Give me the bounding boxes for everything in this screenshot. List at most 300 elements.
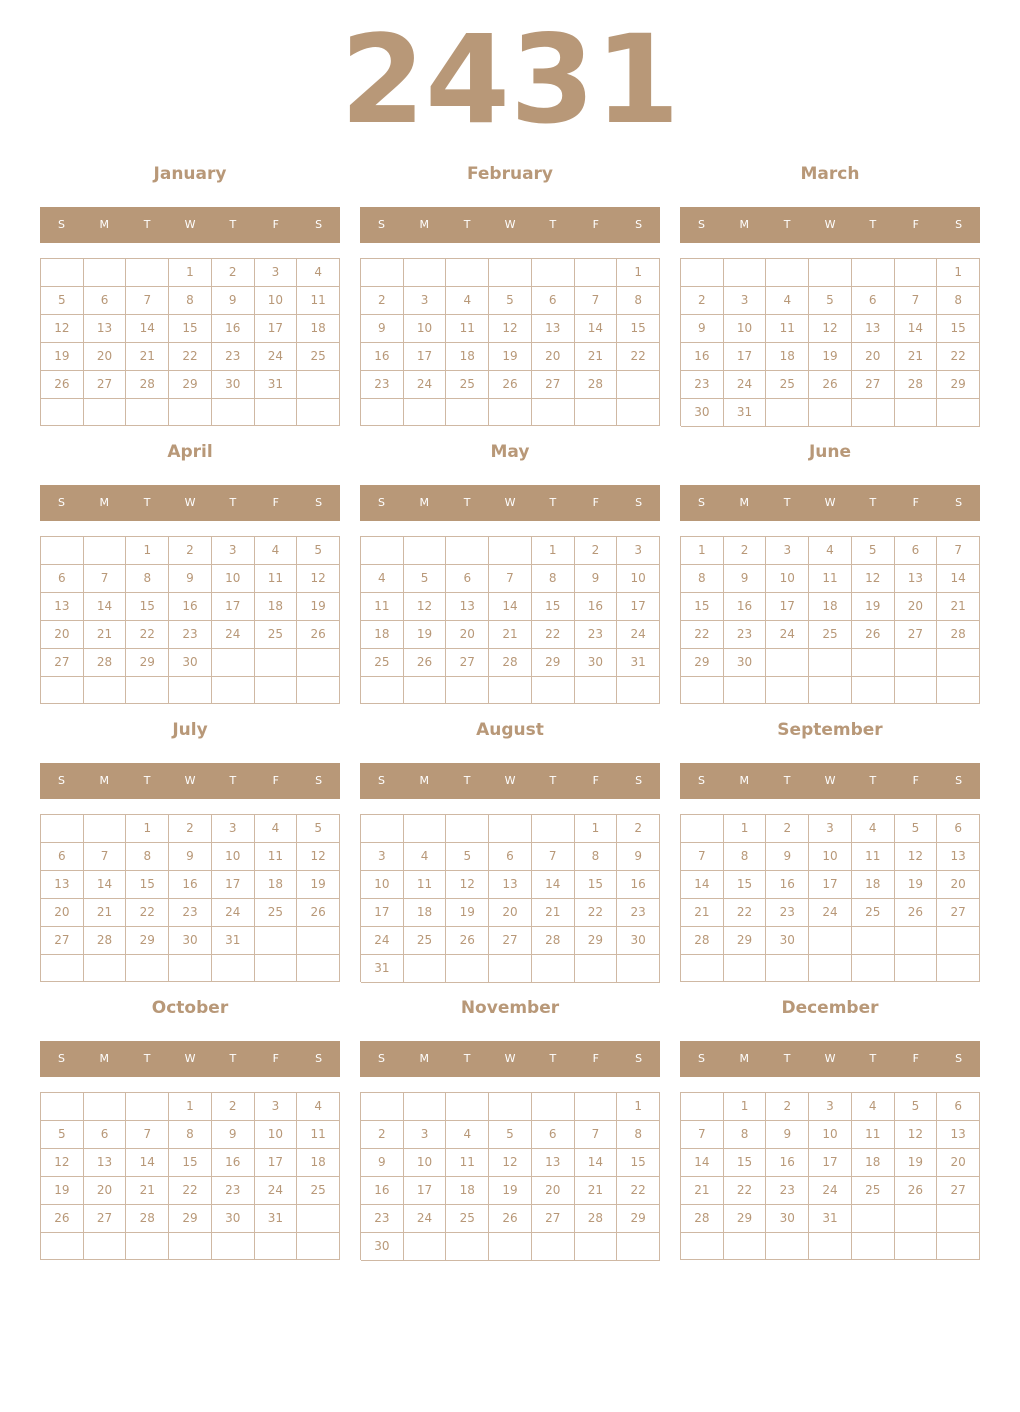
weekday-label: S bbox=[955, 774, 963, 787]
weekday-label: M bbox=[419, 496, 430, 509]
day-cell: 8 bbox=[532, 565, 575, 593]
day-cell: 4 bbox=[297, 1093, 340, 1121]
empty-day-cell bbox=[489, 1093, 532, 1121]
weekday-label: S bbox=[377, 218, 385, 231]
empty-day-cell bbox=[617, 399, 660, 426]
empty-day-cell bbox=[895, 399, 938, 427]
empty-day-cell bbox=[126, 259, 169, 287]
day-cell: 24 bbox=[617, 621, 660, 649]
day-cell: 31 bbox=[361, 955, 404, 983]
day-cell: 29 bbox=[126, 649, 169, 677]
day-grid bbox=[360, 1092, 660, 1260]
empty-day-cell bbox=[126, 955, 169, 982]
weekday-header bbox=[680, 207, 980, 243]
day-cell: 29 bbox=[724, 1205, 767, 1233]
empty-day-cell bbox=[41, 1233, 84, 1260]
weekday-label: S bbox=[315, 496, 323, 509]
day-cell: 3 bbox=[212, 537, 255, 565]
day-cell: 7 bbox=[489, 565, 532, 593]
empty-day-cell bbox=[852, 955, 895, 982]
weekday-label: T bbox=[549, 1052, 557, 1065]
day-cell: 10 bbox=[404, 1149, 447, 1177]
weekday-label: W bbox=[824, 496, 836, 509]
day-cell: 7 bbox=[84, 843, 127, 871]
empty-day-cell bbox=[446, 1093, 489, 1121]
weekday-header bbox=[680, 763, 980, 799]
empty-day-cell bbox=[404, 1233, 447, 1261]
day-cell: 9 bbox=[617, 843, 660, 871]
empty-day-cell bbox=[41, 399, 84, 426]
day-cell: 29 bbox=[126, 927, 169, 955]
empty-day-cell bbox=[361, 537, 404, 565]
empty-day-cell bbox=[852, 927, 895, 955]
empty-day-cell bbox=[766, 259, 809, 287]
empty-day-cell bbox=[852, 1205, 895, 1233]
day-cell: 23 bbox=[212, 1177, 255, 1205]
weekday-label: S bbox=[635, 496, 643, 509]
day-cell: 5 bbox=[41, 287, 84, 315]
month-name: November bbox=[460, 998, 560, 1018]
empty-day-cell bbox=[532, 1093, 575, 1121]
weekday-label: F bbox=[272, 774, 279, 787]
day-grid bbox=[680, 814, 980, 982]
day-cell: 2 bbox=[681, 287, 724, 315]
day-cell: 20 bbox=[937, 871, 980, 899]
empty-day-cell bbox=[489, 259, 532, 287]
day-cell: 26 bbox=[895, 899, 938, 927]
day-cell: 30 bbox=[617, 927, 660, 955]
empty-day-cell bbox=[766, 399, 809, 427]
day-cell: 6 bbox=[41, 843, 84, 871]
day-cell: 21 bbox=[489, 621, 532, 649]
day-cell: 9 bbox=[724, 565, 767, 593]
day-cell: 11 bbox=[446, 1149, 489, 1177]
day-cell: 29 bbox=[532, 649, 575, 677]
empty-day-cell bbox=[937, 927, 980, 955]
day-cell: 2 bbox=[766, 815, 809, 843]
empty-day-cell bbox=[532, 259, 575, 287]
weekday-label: S bbox=[635, 218, 643, 231]
empty-day-cell bbox=[724, 955, 767, 982]
weekday-label: T bbox=[143, 774, 151, 787]
day-cell: 10 bbox=[212, 565, 255, 593]
day-cell: 29 bbox=[937, 371, 980, 399]
empty-day-cell bbox=[41, 537, 84, 565]
year-title: 2431 bbox=[340, 9, 680, 151]
day-cell: 14 bbox=[84, 871, 127, 899]
empty-day-cell bbox=[404, 259, 447, 287]
empty-day-cell bbox=[212, 677, 255, 704]
day-cell: 31 bbox=[255, 1205, 298, 1233]
day-cell: 16 bbox=[617, 871, 660, 899]
weekday-label: T bbox=[783, 496, 791, 509]
weekday-label: T bbox=[549, 774, 557, 787]
empty-day-cell bbox=[446, 259, 489, 287]
day-cell: 22 bbox=[724, 899, 767, 927]
empty-day-cell bbox=[809, 259, 852, 287]
weekday-header bbox=[360, 207, 660, 243]
day-cell: 16 bbox=[766, 1149, 809, 1177]
empty-day-cell bbox=[446, 677, 489, 704]
day-cell: 26 bbox=[297, 621, 340, 649]
day-cell: 19 bbox=[404, 621, 447, 649]
day-cell: 27 bbox=[41, 927, 84, 955]
day-cell: 1 bbox=[681, 537, 724, 565]
day-cell: 18 bbox=[446, 343, 489, 371]
day-cell: 4 bbox=[361, 565, 404, 593]
month-name: March bbox=[800, 164, 860, 184]
day-cell: 8 bbox=[724, 1121, 767, 1149]
day-cell: 14 bbox=[681, 1149, 724, 1177]
empty-day-cell bbox=[937, 1205, 980, 1233]
weekday-label: T bbox=[463, 774, 471, 787]
empty-day-cell bbox=[361, 259, 404, 287]
empty-day-cell bbox=[489, 677, 532, 704]
day-cell: 19 bbox=[489, 343, 532, 371]
day-cell: 22 bbox=[126, 899, 169, 927]
day-cell: 20 bbox=[84, 1177, 127, 1205]
day-cell: 14 bbox=[937, 565, 980, 593]
day-cell: 17 bbox=[212, 871, 255, 899]
empty-day-cell bbox=[681, 815, 724, 843]
weekday-label: T bbox=[229, 218, 237, 231]
weekday-label: T bbox=[229, 1052, 237, 1065]
day-cell: 7 bbox=[126, 287, 169, 315]
empty-day-cell bbox=[937, 649, 980, 677]
day-cell: 13 bbox=[852, 315, 895, 343]
day-cell: 24 bbox=[212, 621, 255, 649]
day-cell: 8 bbox=[169, 287, 212, 315]
day-cell: 2 bbox=[575, 537, 618, 565]
day-cell: 12 bbox=[41, 1149, 84, 1177]
empty-day-cell bbox=[489, 399, 532, 426]
day-cell: 1 bbox=[532, 537, 575, 565]
day-cell: 26 bbox=[895, 1177, 938, 1205]
day-cell: 14 bbox=[126, 315, 169, 343]
day-cell: 22 bbox=[169, 343, 212, 371]
day-cell: 27 bbox=[895, 621, 938, 649]
day-cell: 2 bbox=[617, 815, 660, 843]
empty-day-cell bbox=[84, 677, 127, 704]
day-cell: 29 bbox=[169, 371, 212, 399]
day-cell: 28 bbox=[895, 371, 938, 399]
weekday-label: W bbox=[504, 218, 516, 231]
empty-day-cell bbox=[852, 1233, 895, 1260]
empty-day-cell bbox=[41, 955, 84, 982]
day-cell: 9 bbox=[361, 315, 404, 343]
day-cell: 26 bbox=[809, 371, 852, 399]
day-cell: 27 bbox=[937, 1177, 980, 1205]
empty-day-cell bbox=[489, 1233, 532, 1261]
day-cell: 12 bbox=[404, 593, 447, 621]
day-cell: 28 bbox=[126, 371, 169, 399]
day-cell: 4 bbox=[446, 1121, 489, 1149]
weekday-label: F bbox=[272, 496, 279, 509]
day-cell: 8 bbox=[724, 843, 767, 871]
day-cell: 21 bbox=[126, 1177, 169, 1205]
day-cell: 10 bbox=[809, 1121, 852, 1149]
day-grid bbox=[360, 536, 660, 704]
day-cell: 1 bbox=[724, 1093, 767, 1121]
day-cell: 5 bbox=[297, 537, 340, 565]
day-cell: 20 bbox=[41, 899, 84, 927]
empty-day-cell bbox=[724, 677, 767, 704]
empty-day-cell bbox=[809, 399, 852, 427]
day-cell: 12 bbox=[489, 315, 532, 343]
day-cell: 14 bbox=[895, 315, 938, 343]
day-cell: 22 bbox=[126, 621, 169, 649]
day-grid bbox=[680, 258, 980, 426]
month-name: October bbox=[151, 998, 229, 1018]
day-cell: 5 bbox=[809, 287, 852, 315]
weekday-label: S bbox=[697, 496, 705, 509]
day-cell: 25 bbox=[297, 343, 340, 371]
empty-day-cell bbox=[41, 259, 84, 287]
weekday-label: T bbox=[783, 218, 791, 231]
day-cell: 19 bbox=[895, 1149, 938, 1177]
weekday-label: W bbox=[504, 496, 516, 509]
day-cell: 21 bbox=[126, 343, 169, 371]
day-cell: 27 bbox=[446, 649, 489, 677]
day-cell: 24 bbox=[255, 1177, 298, 1205]
day-cell: 29 bbox=[681, 649, 724, 677]
empty-day-cell bbox=[255, 677, 298, 704]
day-cell: 22 bbox=[937, 343, 980, 371]
day-cell: 12 bbox=[41, 315, 84, 343]
day-cell: 10 bbox=[404, 315, 447, 343]
day-cell: 3 bbox=[809, 815, 852, 843]
day-cell: 16 bbox=[575, 593, 618, 621]
empty-day-cell bbox=[575, 1233, 618, 1261]
weekday-label: T bbox=[549, 496, 557, 509]
day-cell: 20 bbox=[532, 1177, 575, 1205]
empty-day-cell bbox=[766, 649, 809, 677]
day-cell: 4 bbox=[404, 843, 447, 871]
day-cell: 24 bbox=[766, 621, 809, 649]
empty-day-cell bbox=[404, 815, 447, 843]
day-cell: 21 bbox=[84, 899, 127, 927]
weekday-label: M bbox=[99, 1052, 110, 1065]
day-cell: 25 bbox=[255, 621, 298, 649]
day-cell: 29 bbox=[617, 1205, 660, 1233]
day-cell: 26 bbox=[489, 371, 532, 399]
empty-day-cell bbox=[126, 1233, 169, 1260]
day-cell: 5 bbox=[297, 815, 340, 843]
day-cell: 23 bbox=[169, 621, 212, 649]
day-cell: 22 bbox=[169, 1177, 212, 1205]
day-grid bbox=[40, 536, 340, 704]
empty-day-cell bbox=[809, 677, 852, 704]
day-cell: 21 bbox=[575, 343, 618, 371]
empty-day-cell bbox=[404, 677, 447, 704]
weekday-label: W bbox=[824, 774, 836, 787]
weekday-label: T bbox=[869, 1052, 877, 1065]
day-cell: 1 bbox=[937, 259, 980, 287]
day-cell: 6 bbox=[84, 287, 127, 315]
empty-day-cell bbox=[681, 955, 724, 982]
day-cell: 27 bbox=[489, 927, 532, 955]
weekday-label: F bbox=[912, 774, 919, 787]
weekday-label: F bbox=[592, 1052, 599, 1065]
day-cell: 14 bbox=[84, 593, 127, 621]
day-cell: 28 bbox=[681, 1205, 724, 1233]
empty-day-cell bbox=[446, 955, 489, 983]
weekday-label: W bbox=[824, 1052, 836, 1065]
day-cell: 16 bbox=[212, 315, 255, 343]
weekday-label: S bbox=[697, 1052, 705, 1065]
day-grid bbox=[680, 536, 980, 704]
day-cell: 8 bbox=[617, 287, 660, 315]
day-cell: 8 bbox=[126, 843, 169, 871]
weekday-label: W bbox=[824, 218, 836, 231]
day-cell: 25 bbox=[404, 927, 447, 955]
day-cell: 1 bbox=[617, 259, 660, 287]
day-cell: 23 bbox=[361, 371, 404, 399]
day-cell: 10 bbox=[255, 287, 298, 315]
day-cell: 8 bbox=[126, 565, 169, 593]
day-cell: 3 bbox=[809, 1093, 852, 1121]
weekday-label: S bbox=[57, 496, 65, 509]
weekday-header bbox=[360, 1041, 660, 1077]
day-cell: 3 bbox=[361, 843, 404, 871]
day-cell: 25 bbox=[446, 371, 489, 399]
day-cell: 8 bbox=[575, 843, 618, 871]
empty-day-cell bbox=[895, 955, 938, 982]
weekday-header bbox=[40, 763, 340, 799]
day-cell: 5 bbox=[446, 843, 489, 871]
day-cell: 1 bbox=[575, 815, 618, 843]
month-name: January bbox=[153, 164, 227, 184]
day-cell: 28 bbox=[681, 927, 724, 955]
weekday-label: M bbox=[739, 1052, 750, 1065]
weekday-label: T bbox=[143, 218, 151, 231]
empty-day-cell bbox=[297, 649, 340, 677]
empty-day-cell bbox=[575, 399, 618, 426]
day-cell: 16 bbox=[361, 343, 404, 371]
empty-day-cell bbox=[446, 1233, 489, 1261]
day-cell: 5 bbox=[404, 565, 447, 593]
day-cell: 6 bbox=[937, 815, 980, 843]
weekday-label: T bbox=[229, 496, 237, 509]
day-cell: 2 bbox=[361, 1121, 404, 1149]
empty-day-cell bbox=[895, 649, 938, 677]
day-cell: 9 bbox=[212, 1121, 255, 1149]
day-cell: 22 bbox=[724, 1177, 767, 1205]
day-cell: 13 bbox=[532, 1149, 575, 1177]
day-cell: 26 bbox=[852, 621, 895, 649]
empty-day-cell bbox=[84, 1093, 127, 1121]
day-cell: 15 bbox=[724, 871, 767, 899]
day-cell: 24 bbox=[404, 1205, 447, 1233]
day-cell: 16 bbox=[681, 343, 724, 371]
month-name: April bbox=[167, 442, 213, 462]
day-cell: 21 bbox=[532, 899, 575, 927]
empty-day-cell bbox=[255, 1233, 298, 1260]
day-cell: 23 bbox=[617, 899, 660, 927]
empty-day-cell bbox=[809, 649, 852, 677]
empty-day-cell bbox=[809, 1233, 852, 1260]
weekday-label: S bbox=[57, 218, 65, 231]
empty-day-cell bbox=[809, 955, 852, 982]
day-cell: 12 bbox=[297, 565, 340, 593]
day-cell: 21 bbox=[937, 593, 980, 621]
day-cell: 3 bbox=[255, 259, 298, 287]
day-cell: 10 bbox=[724, 315, 767, 343]
day-cell: 17 bbox=[766, 593, 809, 621]
day-cell: 17 bbox=[724, 343, 767, 371]
day-cell: 23 bbox=[169, 899, 212, 927]
day-cell: 30 bbox=[724, 649, 767, 677]
day-cell: 12 bbox=[297, 843, 340, 871]
weekday-label: S bbox=[377, 1052, 385, 1065]
day-cell: 31 bbox=[212, 927, 255, 955]
day-cell: 16 bbox=[169, 871, 212, 899]
day-cell: 13 bbox=[532, 315, 575, 343]
day-cell: 18 bbox=[255, 593, 298, 621]
day-cell: 17 bbox=[809, 871, 852, 899]
empty-day-cell bbox=[895, 259, 938, 287]
weekday-label: F bbox=[272, 218, 279, 231]
day-cell: 24 bbox=[212, 899, 255, 927]
weekday-label: M bbox=[739, 218, 750, 231]
empty-day-cell bbox=[84, 399, 127, 426]
day-cell: 28 bbox=[126, 1205, 169, 1233]
day-cell: 1 bbox=[126, 537, 169, 565]
day-cell: 30 bbox=[766, 927, 809, 955]
day-cell: 17 bbox=[404, 343, 447, 371]
day-cell: 15 bbox=[937, 315, 980, 343]
day-cell: 24 bbox=[809, 899, 852, 927]
empty-day-cell bbox=[852, 677, 895, 704]
day-cell: 14 bbox=[681, 871, 724, 899]
weekday-label: S bbox=[697, 218, 705, 231]
weekday-label: S bbox=[955, 496, 963, 509]
day-cell: 23 bbox=[766, 1177, 809, 1205]
weekday-label: F bbox=[912, 1052, 919, 1065]
day-cell: 24 bbox=[255, 343, 298, 371]
day-cell: 6 bbox=[84, 1121, 127, 1149]
empty-day-cell bbox=[84, 815, 127, 843]
day-cell: 2 bbox=[724, 537, 767, 565]
day-cell: 3 bbox=[724, 287, 767, 315]
day-cell: 20 bbox=[532, 343, 575, 371]
day-cell: 27 bbox=[852, 371, 895, 399]
weekday-label: T bbox=[143, 496, 151, 509]
day-cell: 4 bbox=[852, 815, 895, 843]
day-cell: 14 bbox=[575, 315, 618, 343]
day-cell: 26 bbox=[297, 899, 340, 927]
empty-day-cell bbox=[937, 399, 980, 427]
day-cell: 20 bbox=[446, 621, 489, 649]
empty-day-cell bbox=[937, 677, 980, 704]
weekday-label: M bbox=[99, 496, 110, 509]
empty-day-cell bbox=[489, 955, 532, 983]
day-cell: 18 bbox=[361, 621, 404, 649]
day-cell: 25 bbox=[255, 899, 298, 927]
day-cell: 26 bbox=[41, 371, 84, 399]
day-cell: 4 bbox=[297, 259, 340, 287]
day-cell: 28 bbox=[575, 371, 618, 399]
day-cell: 12 bbox=[446, 871, 489, 899]
day-cell: 18 bbox=[255, 871, 298, 899]
day-cell: 29 bbox=[169, 1205, 212, 1233]
day-cell: 5 bbox=[895, 815, 938, 843]
weekday-label: M bbox=[419, 774, 430, 787]
weekday-label: M bbox=[99, 218, 110, 231]
day-cell: 5 bbox=[489, 287, 532, 315]
empty-day-cell bbox=[212, 955, 255, 982]
day-cell: 15 bbox=[617, 315, 660, 343]
